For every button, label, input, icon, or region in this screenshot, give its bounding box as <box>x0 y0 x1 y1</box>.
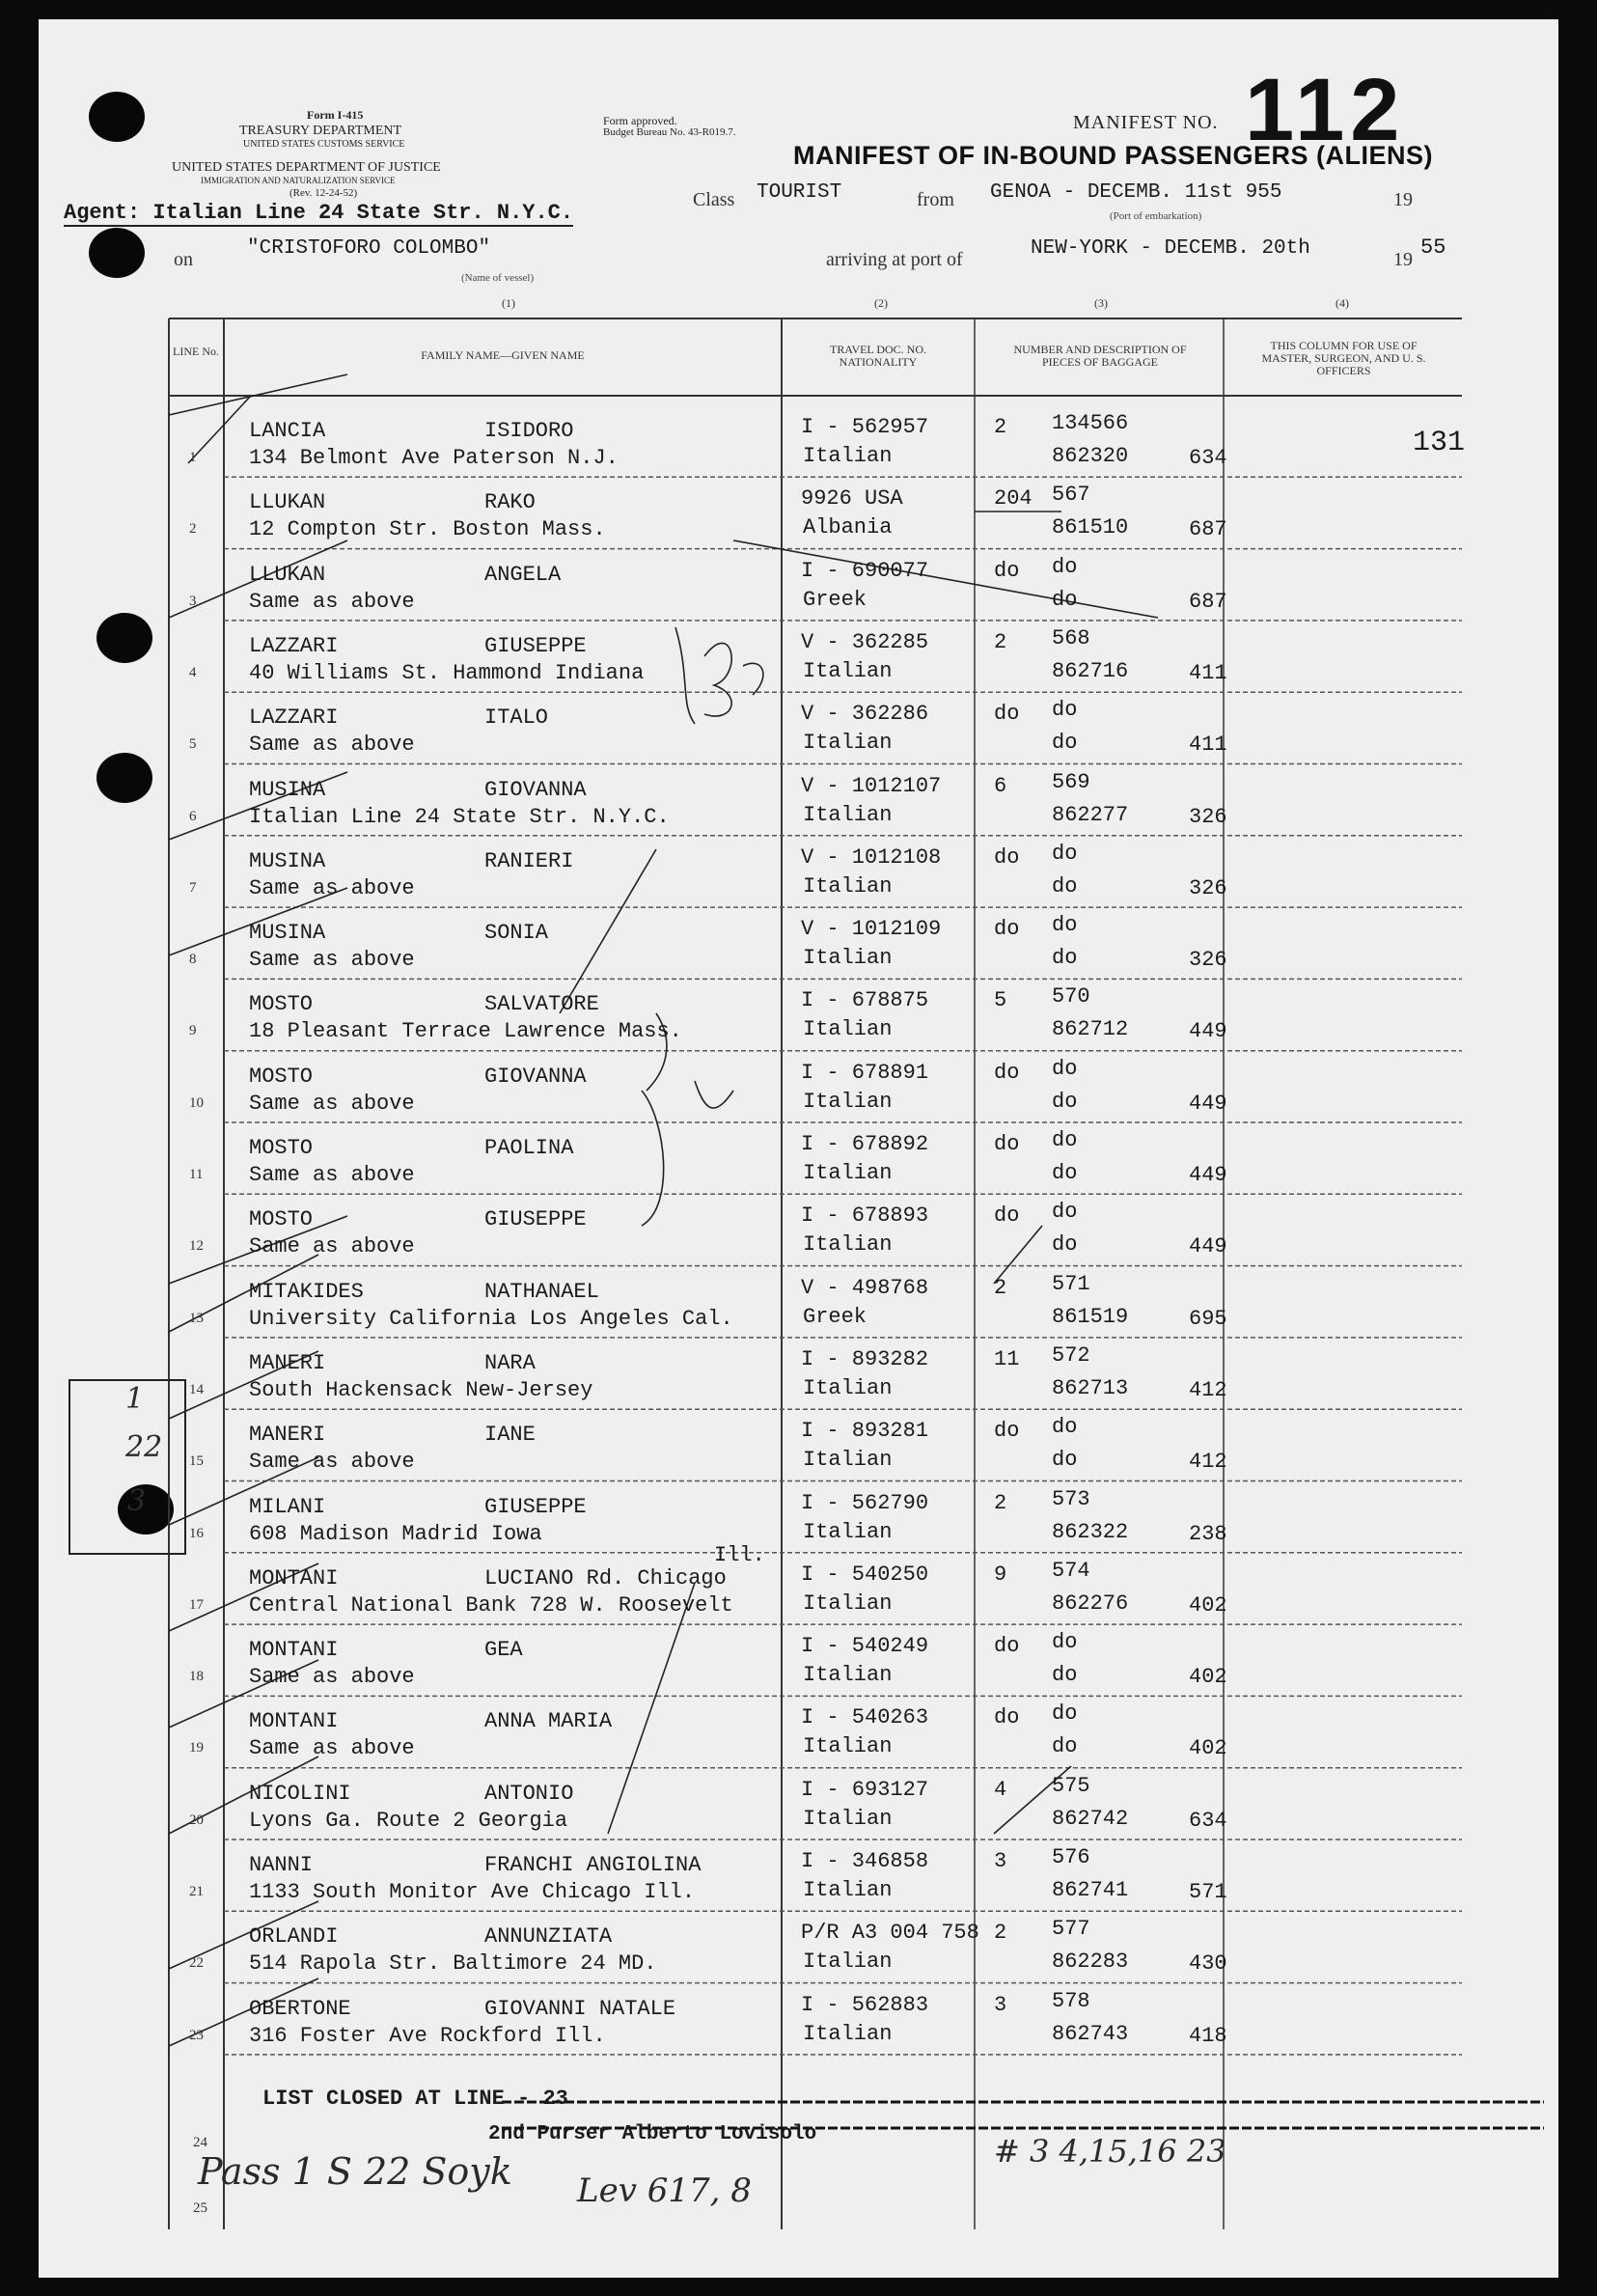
baggage-code: 687 <box>1189 589 1227 614</box>
address: Same as above <box>249 589 415 614</box>
baggage-tag-2: do <box>1052 946 1078 971</box>
family-name: MOSTO <box>249 1207 314 1232</box>
family-name: LAZZARI <box>249 705 339 731</box>
row-number: 6 <box>189 808 197 824</box>
baggage-code: 402 <box>1189 1665 1227 1690</box>
nationality: Italian <box>803 444 893 468</box>
baggage-pieces: 4 <box>994 1777 1007 1802</box>
travel-doc-number: I - 562883 <box>801 1992 929 2017</box>
baggage-tag-1: do <box>1052 1200 1078 1225</box>
given-name: RANIERI <box>484 848 574 873</box>
address: 12 Compton Str. Boston Mass. <box>249 517 606 542</box>
travel-doc-number: I - 562957 <box>801 415 929 439</box>
row-number: 22 <box>189 1955 204 1972</box>
baggage-code: 326 <box>1189 875 1227 900</box>
row-number: 10 <box>189 1094 204 1111</box>
row-number: 5 <box>189 736 197 753</box>
baggage-tag-2: 862716 <box>1052 658 1129 683</box>
travel-doc-number: I - 690077 <box>801 558 929 583</box>
row-number: 14 <box>189 1381 204 1397</box>
family-name: MOSTO <box>249 992 314 1017</box>
address: 1133 South Monitor Ave Chicago Ill. <box>249 1880 696 1904</box>
travel-doc-number: V - 362285 <box>801 629 929 654</box>
baggage-tag-1: 568 <box>1052 625 1090 650</box>
baggage-pieces: 2 <box>994 1490 1007 1515</box>
baggage-tag-1: 573 <box>1052 1486 1090 1511</box>
baggage-tag-1: 576 <box>1052 1845 1090 1869</box>
family-name: MUSINA <box>249 921 326 946</box>
given-name: ITALO <box>484 705 549 731</box>
travel-doc-number: I - 893282 <box>801 1346 929 1371</box>
agent-line: Agent: Italian Line 24 State Str. N.Y.C. <box>64 201 574 225</box>
baggage-pieces: 204 <box>994 486 1033 512</box>
family-name: LLUKAN <box>249 562 326 587</box>
year-prefix-2: 19 <box>1393 249 1413 270</box>
family-name: MILANI <box>249 1494 326 1519</box>
baggage-tag-2: do <box>1052 1232 1078 1258</box>
treasury-line: TREASURY DEPARTMENT <box>239 124 402 138</box>
row-number: 12 <box>189 1238 204 1255</box>
baggage-pieces: do <box>994 558 1020 583</box>
family-name: MUSINA <box>249 777 326 802</box>
row-number: 9 <box>189 1023 197 1039</box>
address: 134 Belmont Ave Paterson N.J. <box>249 446 619 470</box>
baggage-tag-1: 572 <box>1052 1342 1090 1368</box>
travel-doc-number: I - 678875 <box>801 988 929 1013</box>
manifest-title: MANIFEST OF IN-BOUND PASSENGERS (ALIENS) <box>793 141 1434 170</box>
on-label: on <box>174 249 193 270</box>
baggage-tag-2: do <box>1052 873 1078 899</box>
baggage-code: 411 <box>1189 660 1227 685</box>
baggage-pieces: 2 <box>994 1275 1007 1300</box>
given-name: ANTONIO <box>484 1781 574 1806</box>
row-number: 13 <box>189 1310 204 1326</box>
class-value: TOURIST <box>757 181 842 204</box>
family-name: NANNI <box>249 1853 314 1877</box>
row-number-24: 24 <box>193 2135 207 2150</box>
row-number: 8 <box>189 952 197 968</box>
baggage-tag-2: 862713 <box>1052 1375 1129 1400</box>
baggage-pieces: do <box>994 1203 1020 1229</box>
baggage-tag-1: do <box>1052 698 1078 723</box>
form-number: Form I-415 <box>307 108 364 122</box>
baggage-tag-2: 862277 <box>1052 802 1129 827</box>
baggage-tag-1: 571 <box>1052 1271 1090 1296</box>
baggage-code: 326 <box>1189 804 1227 829</box>
row-number: 17 <box>189 1596 204 1613</box>
family-name: MANERI <box>249 1350 326 1375</box>
address: 316 Foster Ave Rockford Ill. <box>249 2023 606 2048</box>
baggage-pieces: do <box>994 1060 1020 1085</box>
address: 514 Rapola Str. Baltimore 24 MD. <box>249 1951 657 1977</box>
row-number: 21 <box>189 1884 204 1899</box>
family-name: MANERI <box>249 1423 326 1448</box>
row-number: 19 <box>189 1740 204 1757</box>
col-header-line-no: LINE No. <box>173 345 219 358</box>
baggage-tag-2: 862322 <box>1052 1519 1129 1544</box>
nationality: Italian <box>803 658 893 683</box>
given-name: ISIDORO <box>484 419 574 443</box>
manifest-number: 112 <box>1245 61 1406 159</box>
form-approved: Form approved. <box>603 114 677 127</box>
baggage-code: 571 <box>1189 1880 1227 1904</box>
ins-line: IMMIGRATION AND NATURALIZATION SERVICE <box>201 176 396 185</box>
nationality: Italian <box>803 1089 893 1114</box>
family-name: OBERTONE <box>249 1996 351 2021</box>
col-header-name: FAMILY NAME—GIVEN NAME <box>421 348 585 362</box>
family-name: MOSTO <box>249 1136 314 1160</box>
address-extra: Ill. <box>714 1542 765 1567</box>
baggage-tag-1: do <box>1052 1630 1078 1655</box>
row-number: 1 <box>189 450 197 465</box>
baggage-code: 634 <box>1189 1808 1227 1833</box>
travel-doc-number: 9926 USA <box>801 486 903 512</box>
baggage-tag-2: 862712 <box>1052 1017 1129 1042</box>
baggage-code: 695 <box>1189 1306 1227 1331</box>
baggage-pieces: do <box>994 1705 1020 1730</box>
list-closed-line: LIST CLOSED AT LINE - 23 <box>262 2087 568 2111</box>
baggage-code: 402 <box>1189 1736 1227 1761</box>
travel-doc-number: I - 540249 <box>801 1634 929 1659</box>
nationality: Italian <box>803 731 893 756</box>
nationality: Italian <box>803 1448 893 1473</box>
travel-doc-number: V - 1012109 <box>801 917 942 942</box>
baggage-tag-1: 134566 <box>1052 411 1129 435</box>
nationality: Italian <box>803 2021 893 2046</box>
row-number: 16 <box>189 1525 204 1541</box>
row-number: 7 <box>189 879 197 896</box>
arrival-port-value: NEW-YORK - DECEMB. 20th <box>1031 237 1310 260</box>
given-name: GIUSEPPE <box>484 1207 587 1232</box>
baggage-tag-1: do <box>1052 554 1078 579</box>
stamp-count-2: 22 <box>125 1430 163 1464</box>
baggage-pieces: do <box>994 1634 1020 1659</box>
nationality: Italian <box>803 946 893 971</box>
travel-doc-number: I - 693127 <box>801 1777 929 1802</box>
nationality: Italian <box>803 1663 893 1688</box>
travel-doc-number: V - 1012108 <box>801 844 942 870</box>
family-name: MONTANI <box>249 1709 339 1734</box>
family-name: LANCIA <box>249 419 326 443</box>
nationality: Greek <box>803 1304 867 1329</box>
address: Central National Bank 728 W. Roosevelt <box>249 1592 733 1618</box>
nationality: Italian <box>803 1161 893 1185</box>
justice-line: UNITED STATES DEPARTMENT OF JUSTICE <box>172 160 441 175</box>
family-name: MOSTO <box>249 1064 314 1089</box>
nationality: Italian <box>803 873 893 899</box>
baggage-tag-2: 862742 <box>1052 1806 1129 1831</box>
family-name: MONTANI <box>249 1638 339 1663</box>
year-suffix-2: 55 <box>1420 235 1446 260</box>
travel-doc-number: I - 678892 <box>801 1132 929 1156</box>
address: 40 Williams St. Hammond Indiana <box>249 660 645 685</box>
travel-doc-number: V - 1012107 <box>801 773 942 798</box>
handwritten-lev-note: Lev 617, 8 <box>577 2172 752 2210</box>
address: South Hackensack New-Jersey <box>249 1377 593 1402</box>
col-num-2: (2) <box>874 296 888 310</box>
baggage-pieces: 2 <box>994 629 1007 654</box>
row-number: 23 <box>189 2027 204 2043</box>
given-name: RAKO <box>484 490 536 515</box>
baggage-code: 402 <box>1189 1592 1227 1618</box>
given-name: GEA <box>484 1638 523 1663</box>
family-name: LLUKAN <box>249 490 326 515</box>
vessel-caption: (Name of vessel) <box>461 272 535 284</box>
baggage-tag-2: 862283 <box>1052 1950 1129 1975</box>
col-num-4: (4) <box>1335 296 1349 310</box>
given-name: GIUSEPPE <box>484 633 587 658</box>
port-embark-caption: (Port of embarkation) <box>1110 210 1202 222</box>
address: Same as above <box>249 1665 415 1690</box>
row-number: 11 <box>189 1167 204 1182</box>
baggage-tag-1: 569 <box>1052 769 1090 794</box>
given-name: ANNUNZIATA <box>484 1924 613 1950</box>
baggage-code: 326 <box>1189 948 1227 973</box>
baggage-tag-2: 862276 <box>1052 1591 1129 1616</box>
baggage-pieces: 6 <box>994 773 1007 798</box>
col-header-baggage: NUMBER AND DESCRIPTION OF PIECES OF BAGGAGE <box>1013 343 1187 369</box>
row-number-25: 25 <box>193 2200 207 2216</box>
given-name: GIOVANNI NATALE <box>484 1996 676 2021</box>
baggage-tag-2: 861519 <box>1052 1304 1129 1329</box>
address: Same as above <box>249 1736 415 1761</box>
row-number: 4 <box>189 664 197 680</box>
travel-doc-number: I - 678891 <box>801 1060 929 1085</box>
address: Same as above <box>249 1234 415 1259</box>
given-name: PAOLINA <box>484 1136 574 1160</box>
baggage-pieces: do <box>994 1132 1020 1156</box>
manifest-no-label: MANIFEST NO. <box>1073 112 1219 133</box>
baggage-tag-2: 861510 <box>1052 515 1129 540</box>
baggage-pieces: 5 <box>994 988 1007 1013</box>
baggage-code: 238 <box>1189 1521 1227 1546</box>
baggage-pieces: do <box>994 702 1020 727</box>
handwritten-right-note: # 3 4,15,16 23 <box>994 2133 1226 2170</box>
col-num-1: (1) <box>502 296 515 310</box>
baggage-pieces: do <box>994 1419 1020 1444</box>
address: Same as above <box>249 1091 415 1116</box>
family-name: NICOLINI <box>249 1781 351 1806</box>
baggage-code: 449 <box>1189 1019 1227 1044</box>
given-name: GIOVANNA <box>484 777 587 802</box>
baggage-tag-2: do <box>1052 1448 1078 1473</box>
from-label: from <box>917 189 954 210</box>
address: 608 Madison Madrid Iowa <box>249 1521 542 1546</box>
address: Same as above <box>249 875 415 900</box>
nationality: Italian <box>803 1017 893 1042</box>
given-name: LUCIANO Rd. Chicago <box>484 1565 727 1591</box>
travel-doc-number: V - 362286 <box>801 702 929 727</box>
class-label: Class <box>693 189 735 210</box>
travel-doc-number: I - 540250 <box>801 1562 929 1587</box>
given-name: NATHANAEL <box>484 1279 599 1304</box>
stamp-count-1: 1 <box>125 1382 145 1416</box>
baggage-pieces: 2 <box>994 1921 1007 1946</box>
baggage-pieces: 2 <box>994 415 1007 439</box>
family-name: ORLANDI <box>249 1924 339 1950</box>
travel-doc-number: I - 678893 <box>801 1203 929 1229</box>
baggage-tag-1: do <box>1052 1056 1078 1081</box>
col-header-travel-doc: TRAVEL DOC. NO. NATIONALITY <box>829 343 926 369</box>
baggage-tag-2: do <box>1052 1161 1078 1185</box>
baggage-tag-1: 577 <box>1052 1917 1090 1942</box>
officer-note: 131 <box>1413 427 1466 459</box>
baggage-code: 412 <box>1189 1377 1227 1402</box>
row-number: 18 <box>189 1669 204 1685</box>
given-name: ANGELA <box>484 562 562 587</box>
budget-bureau: Budget Bureau No. 43-R019.7. <box>603 126 736 138</box>
nationality: Italian <box>803 802 893 827</box>
baggage-pieces: 3 <box>994 1849 1007 1873</box>
nationality: Albania <box>803 515 893 540</box>
baggage-tag-2: 862741 <box>1052 1878 1129 1902</box>
address: 18 Pleasant Terrace Lawrence Mass. <box>249 1019 682 1044</box>
nationality: Italian <box>803 1519 893 1544</box>
baggage-tag-1: 578 <box>1052 1988 1090 2013</box>
baggage-tag-2: do <box>1052 731 1078 756</box>
nationality: Italian <box>803 1950 893 1975</box>
baggage-tag-2: do <box>1052 1663 1078 1688</box>
baggage-code: 687 <box>1189 517 1227 542</box>
baggage-tag-2: do <box>1052 1089 1078 1114</box>
baggage-pieces: 3 <box>994 1992 1007 2017</box>
travel-doc-number: I - 562790 <box>801 1490 929 1515</box>
family-name: MONTANI <box>249 1565 339 1591</box>
baggage-code: 449 <box>1189 1234 1227 1259</box>
baggage-pieces: 9 <box>994 1562 1007 1587</box>
vessel-name: "CRISTOFORO COLOMBO" <box>247 237 491 260</box>
baggage-tag-2: do <box>1052 587 1078 612</box>
baggage-code: 411 <box>1189 733 1227 758</box>
handwritten-pass-note: Pass 1 S 22 Soyk <box>198 2150 512 2193</box>
stamp-count-3: 3 <box>127 1484 147 1518</box>
baggage-code: 418 <box>1189 2023 1227 2048</box>
travel-doc-number: I - 346858 <box>801 1849 929 1873</box>
given-name: SONIA <box>484 921 549 946</box>
nationality: Greek <box>803 587 867 612</box>
baggage-code: 412 <box>1189 1450 1227 1475</box>
given-name: GIOVANNA <box>484 1064 587 1089</box>
col-num-3: (3) <box>1094 296 1108 310</box>
given-name: SALVATORE <box>484 992 599 1017</box>
customs-line: UNITED STATES CUSTOMS SERVICE <box>243 139 405 150</box>
travel-doc-number: I - 540263 <box>801 1705 929 1730</box>
row-number: 2 <box>189 521 197 538</box>
family-name: MUSINA <box>249 848 326 873</box>
baggage-tag-1: 570 <box>1052 984 1090 1010</box>
rev-line: (Rev. 12-24-52) <box>289 187 358 199</box>
row-number: 15 <box>189 1453 204 1470</box>
given-name: FRANCHI ANGIOLINA <box>484 1853 702 1877</box>
nationality: Italian <box>803 1232 893 1258</box>
embark-value: GENOA - DECEMB. 11st 955 <box>990 181 1282 204</box>
baggage-tag-2: do <box>1052 1734 1078 1759</box>
baggage-tag-2: 862743 <box>1052 2021 1129 2046</box>
baggage-code: 449 <box>1189 1163 1227 1187</box>
baggage-pieces: do <box>994 844 1020 870</box>
family-name: MITAKIDES <box>249 1279 364 1304</box>
baggage-tag-1: do <box>1052 1701 1078 1727</box>
baggage-tag-1: 574 <box>1052 1558 1090 1583</box>
address: Same as above <box>249 733 415 758</box>
baggage-code: 430 <box>1189 1951 1227 1977</box>
baggage-code: 449 <box>1189 1091 1227 1116</box>
baggage-tag-1: do <box>1052 1415 1078 1440</box>
baggage-tag-1: do <box>1052 841 1078 866</box>
baggage-tag-1: do <box>1052 913 1078 938</box>
family-name: LAZZARI <box>249 633 339 658</box>
baggage-tag-1: 567 <box>1052 483 1090 508</box>
nationality: Italian <box>803 1734 893 1759</box>
baggage-tag-1: do <box>1052 1128 1078 1152</box>
address: University California Los Angeles Cal. <box>249 1306 733 1331</box>
given-name: ANNA MARIA <box>484 1709 613 1734</box>
travel-doc-number: V - 498768 <box>801 1275 929 1300</box>
address: Lyons Ga. Route 2 Georgia <box>249 1808 568 1833</box>
nationality: Italian <box>803 1591 893 1616</box>
given-name: IANE <box>484 1423 536 1448</box>
nationality: Italian <box>803 1806 893 1831</box>
baggage-tag-2: 862320 <box>1052 444 1129 468</box>
nationality: Italian <box>803 1878 893 1902</box>
baggage-pieces: do <box>994 917 1020 942</box>
address: Same as above <box>249 1450 415 1475</box>
row-number: 20 <box>189 1812 204 1828</box>
year-prefix-1: 19 <box>1393 189 1413 210</box>
address: Same as above <box>249 1163 415 1187</box>
baggage-tag-1: 575 <box>1052 1773 1090 1798</box>
baggage-pieces: 11 <box>994 1346 1020 1371</box>
address: Same as above <box>249 948 415 973</box>
baggage-code: 634 <box>1189 446 1227 470</box>
row-number: 3 <box>189 593 197 609</box>
arriving-label: arriving at port of <box>826 249 963 270</box>
travel-doc-number: P/R A3 004 758 <box>801 1921 979 1946</box>
given-name: NARA <box>484 1350 536 1375</box>
nationality: Italian <box>803 1375 893 1400</box>
address: Italian Line 24 State Str. N.Y.C. <box>249 804 670 829</box>
given-name: GIUSEPPE <box>484 1494 587 1519</box>
col-header-officers: THIS COLUMN FOR USE OF MASTER, SURGEON, AND U. S. OFFICERS <box>1261 339 1426 377</box>
travel-doc-number: I - 893281 <box>801 1419 929 1444</box>
purser-line: 2nd Purser Alberto Lovisolo <box>488 2123 817 2145</box>
